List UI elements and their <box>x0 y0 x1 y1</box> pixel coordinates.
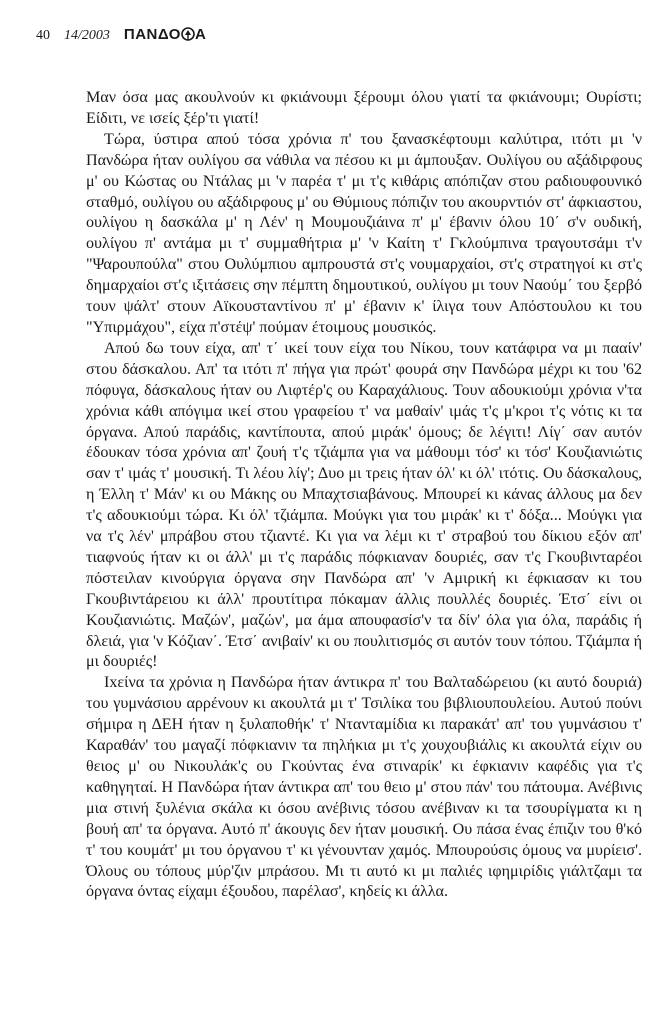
paragraph: Τώρα, ύστιρα απού τόσα χρόνια π' του ξανασκέφτουμι καλύτιρα, ιτότι μι 'ν Πανδώρα ήταν ουλίγου σα νάθιλα να πέσου κι μι άμπουξαν. Ουλίγου ου αξάδιρφους μ' ου Κώστας ου Ντάλας μι 'ν παρέα τ' μι τ'ς κιθάρις απόπιζαν στου ραδιουφουνικό σταθμό, ουλίγου ου αξάδιρφους μ' ου Θύμιους πόπιζιν του ακουρντιόν στ' άφκιαστου, ουλίγου η δασκάλα μ' η Λέν' η Μουμουζιάινα π' μ' έβανιν όλου 10΄ σ'ν ουδική, ουλίγου π' αντάμα μι τ' συμμαθήτρια μ' 'ν Καίτη τ' Γκλούμπινα τραγουτσάμι τ'ν "Ψαρουπούλα" στου Ουλύμπιου αμπρουστά στ'ς νουμαρχαίοι, στ'ς στρατηγοί κι στ'ς δημαρχαίοι στ'ς ιξιτάσεις σην πέμπτη δημουτικού, ουλίγου μι τουν Ναούμ΄ του ξερβό τουν ψάλτ' στουν Αϊκουσταντίνου π' μ' έβανιν κ' ίλιγα τουν Απόστουλου κι του "Υπιρμάχου", είχα π'στέψ' πούμαν έτοιμους μουσικός. <box>86 130 642 336</box>
issue-number: 14/2003 <box>64 28 110 43</box>
page-header <box>36 26 206 48</box>
article-body <box>86 88 642 903</box>
paragraph: Ιxείνα τα χρόνια η Πανδώρα ήταν άντικρα π' του Βαλταδώρειου (κι αυτό δουριά) του γυμνάσιου αρρένουν κι ακουλτά μι τ' Τσιλίκα του βιβλιουπουλείου. Αυτού πούνι σήμιρα η ΔΕΗ ήταν η ξυλαποθήκ' τ' Ντανταμίδια κι παρακάτ' απ' του γυμνάσιου τ' Καραθάν' του μαγαζί πόφκιανιν τα πηλήκια μι τ'ς χουχουβιάλις κι ακουλτά είχιν ου θειος μ' ου Νικουλάκ'ς ου Γκούντας ένα στιναρίκ' κι έφκιανιν καφέδις για τ'ς καθηγηταί. Η Πανδώρα ήταν άντικρα απ' του θειο μ' στου πάν' του πάτουμα. Ανέβινις μια στινή ξυλένια σκάλα κι όσου ανέβινις τόσου ανέβιναν κι τα τσουρίγματα κι η βουή απ' τα όργανα. Αυτό π' άκουγις δεν ήταν μουσική. Ου πάσα ένας έπιζιν του θ'κό τ' του κουμάτ' μι του όργανου τ' κι γένουνταν χαμός. Μπουρούσις όμους να μυρίεισ'. Όλους ου τόπους μύρ'ζιν μπράσου. Μι τι αυτό κι μι παλιές ιφημιρίδις γιάλτζαμι τα όργανα όντας είχαμι έξουδου, παρέλασ', κηδείς κι άλλα. <box>86 674 642 901</box>
page-number: 40 <box>36 28 50 43</box>
magazine-title-suffix: Α <box>194 26 207 43</box>
magazine-title-prefix: ΠΑΝΔΟ <box>123 26 181 43</box>
paragraph: Απού δω τουν είχα, απ' τ΄ ικεί τουν είχα του Νίκου, τουν κατάφιρα να μι πααίν' στου δάσκαλου. Απ' τα ιτότι π' πήγα για πρώτ' φουρά σην Πανδώρα μέχρι κι του '62 πόφυγα, δάσκαλους ήταν ου Λιφτέρ'ς ου Καραχάλιους. Τουν αδουκιούμι χρόνια ν'τα χρόνια κάθι απόγιμα ικεί στου γραφείου τ' να μαθαίν' ιμάς τ'ς μ'κροι τ'ς νότις κι τα όργανα. Απού παράδις, καντίπουτα, απού μιράκ' όμους; δε λέγιτι! Λίγ΄ σαν αυτόν έδουκαν τόσα χρόνια απ' ζουή τ'ς τζιάμπα για να μάθουμι τόσ' κι τόσ' Κουζιανιώτις σαν τ' ιμάς τ' μουσική. Τι λέου λίγ'; Δυο μι τρεις ήταν όλ' κι όλ' ιτότις. Ου δάσκαλους, η Έλλη τ' Μάν' κι ου Μάκης ου Μπαχτσιαβάνους. Μπουρεί κι κάνας άλλους μα δεν τ'ς αδουκιούμι τώρα. Κι όλ' τζιάμπα. Μούγκι για του μιράκ' κι τ' δόξα... Μούγκι για να τ'ς λέν' μπράβου στου τζιαντέ. Κι για να λέμι κι τ' στραβού του δίκιου εξόν απ' τιαφνούς ήταν κι οι άλλ' μι τ'ς παράδις πόφκιαναν δουριές, σαν τ'ς Γκουβινταρέοι πόστειλαν κινούργια όργανα σην Πανδώρα απ' 'ν Αμιρική κι έφκιασαν κι του Γκουβιντάρειου κι άλλ' πρoυτίτιρα πόκαμαν άλλις πουλλές δουριές. Έτσ΄ είνι οι Κουζιανιώτις. Μαζών', μαζών', μα άμα απουφασίσ'ν τα δίν' όλα για όλα, παράδις ή δλειά, για 'ν Κόζιαν΄. Έτσ΄ ανιβαίν' κι ου πουλιτισμός σι αυτόν τουν τόπου. Τζιάμπα ή μι δουριές! <box>86 339 642 671</box>
circle-tree-icon <box>181 27 195 41</box>
magazine-title <box>124 26 206 43</box>
paragraph: Μαν όσα μας ακουλνούν κι φκιάνουμι ξέρουμι όλου γιατί τα φκιάνουμι; Ουρίστι; Είδιτι, νε ισείς ξέρ'τι γιατί! <box>86 89 642 127</box>
